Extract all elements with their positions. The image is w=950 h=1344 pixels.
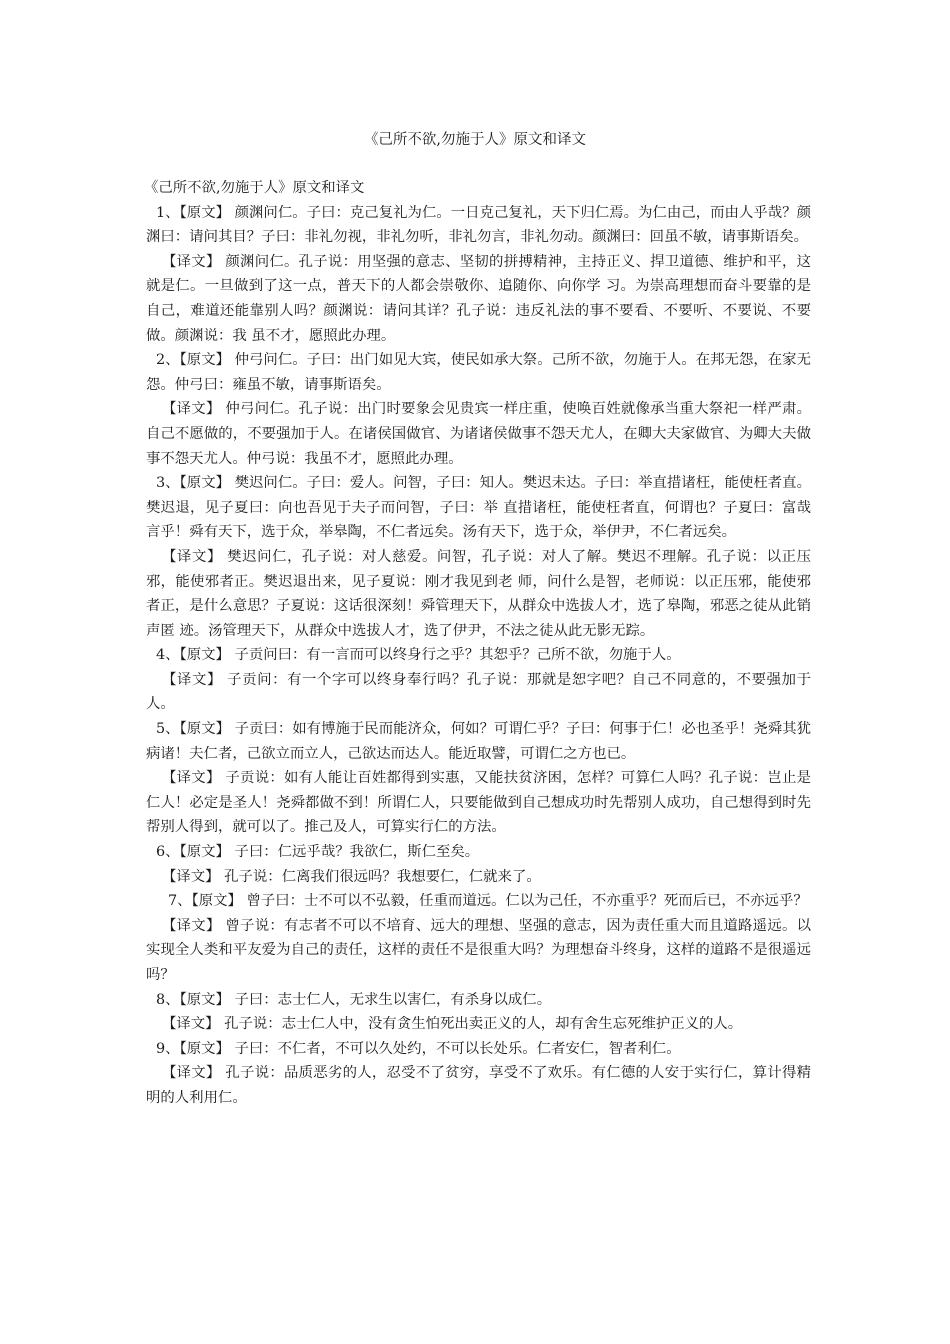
document-body [146,176,811,1111]
paragraph-3-translation: 【译文】 樊迟问仁，孔子说：对人慈爱。问智，孔子说：对人了解。樊迟不理解。孔子说：以正压邪，能使邪者正。樊迟退出来，见子夏说：刚才我见到老 师，问什么是智，老师说：以正压邪，能使邪者正，是什么意思？子夏说：这话很深刻！舜管理天下，从群众中选拔人才，选了皋陶，邪恶之徒从此销声匿 迹。汤管理天下，从群众中选拔人才，选了伊尹，不法之徒从此无影无踪。 [146,548,811,639]
paragraph-8-translation: 【译文】 孔子说：志士仁人中，没有贪生怕死出卖正义的人，却有舍生忘死维护正义的人。 [162,1016,743,1033]
paragraph-2-translation: 【译文】 仲弓问仁。孔子说：出门时要象会见贵宾一样庄重，使唤百姓就像承当重大祭祀一样严肃。自己不愿做的，不要强加于人。在诸侯国做官、为诸诸侯做事不怨天尤人，在卿大夫家做官、为卿大夫做事不怨天尤人。仲弓说：我虽不才，愿照此办理。 [146,401,811,467]
paragraph-8-original: 8、【原文】 子曰：志士仁人，无求生以害仁，有杀身以成仁。 [156,991,552,1008]
paragraph-1-translation: 【译文】 颜渊问仁。孔子说：用坚强的意志、坚韧的拼搏精神，主持正义、捍卫道德、维护和平，这就是仁。一旦做到了这一点，普天下的人都会崇敬你、追随你、向你学 习。为崇高理想而奋斗要靠的是自己，难道还能靠别人吗？颜渊说：请问其详？孔子说：违反礼法的事不要看、不要听、不要说、不要做。颜渊说：我 虽不才，愿照此办理。 [146,253,811,344]
paragraph-9-translation: 【译文】 孔子说：品质恶劣的人，忍受不了贫穷，享受不了欢乐。有仁德的人安于实行仁，算计得精明的人利用仁。 [146,1065,811,1106]
paragraph-6-translation: 【译文】 孔子说：仁离我们很远吗？我想要仁，仁就来了。 [162,868,541,885]
paragraph-9-original: 9、【原文】 子曰：不仁者，不可以久处约，不可以长处乐。仁者安仁，智者利仁。 [156,1040,681,1057]
paragraph-6-original: 6、【原文】 子曰：仁远乎哉？我欲仁，斯仁至矣。 [156,844,480,861]
paragraph-7-translation: 【译文】 曾子说：有志者不可以不培育、远大的理想、坚强的意志，因为责任重大而且道路遥远。以实现全人类和平友爱为自己的责任，这样的责任不是很重大吗？为理想奋斗终身，这样的道路不是很遥远吗？ [146,917,811,983]
paragraph-5-original: 5、【原文】 子贡曰：如有博施于民而能济众，何如？可谓仁乎？子曰：何事于仁！必也圣乎！尧舜其犹病诸！夫仁者，己欲立而立人，己欲达而达人。能近取譬，可谓仁之方也已。 [146,721,811,762]
paragraph-7-original: 7、【原文】 曾子曰：士不可以不弘毅，任重而道远。仁以为己任，不亦重乎？死而后已，不亦远乎？ [168,893,808,910]
paragraph-1-original: 1、【原文】 颜渊问仁。子曰：克己复礼为仁。一日克己复礼，天下归仁焉。为仁由己，而由人乎哉？颜渊曰：请问其目？子曰：非礼勿视，非礼勿听，非礼勿言，非礼勿动。颜渊曰：回虽不敏，请事斯语矣。 [146,204,811,246]
paragraph-5-translation: 【译文】 子贡说：如有人能让百姓都得到实惠，又能扶贫济困，怎样？可算仁人吗？孔子说：岂止是仁人！必定是圣人！尧舜都做不到！所谓仁人，只要能做到自己想成功时先帮别人成功，自己想得到时先帮别人得到，就可以了。推己及人，可算实行仁的方法。 [146,770,811,836]
document-subtitle: 《己所不欲,勿施于人》原文和译文 [144,180,365,196]
paragraph-2-original: 2、【原文】 仲弓问仁。子曰：出门如见大宾，使民如承大祭。己所不欲，勿施于人。在邦无怨，在家无怨。仲弓曰：雍虽不敏，请事斯语矣。 [146,352,811,393]
document-title: 《己所不欲,勿施于人》原文和译文 [363,132,587,148]
paragraph-4-translation: 【译文】 子贡问：有一个字可以终身奉行吗？孔子说：那就是恕字吧？自己不同意的，不要强加于人。 [146,671,811,713]
paragraph-3-original: 3、【原文】 樊迟问仁。子曰：爱人。问智，子曰：知人。樊迟未达。子曰：举直措诸枉，能使枉者直。樊迟退，见子夏曰：向也吾见于夫子而问智，子曰：举 直措诸枉，能使枉者直，何谓也？子夏曰：富哉言乎！舜有天下，选于众，举皋陶，不仁者远矣。汤有天下，选于众，举伊尹，不仁者远矣。 [146,475,811,541]
paragraph-4-original: 4、【原文】 子贡问曰：有一言而可以终身行之乎？其恕乎？己所不欲，勿施于人。 [156,647,681,664]
